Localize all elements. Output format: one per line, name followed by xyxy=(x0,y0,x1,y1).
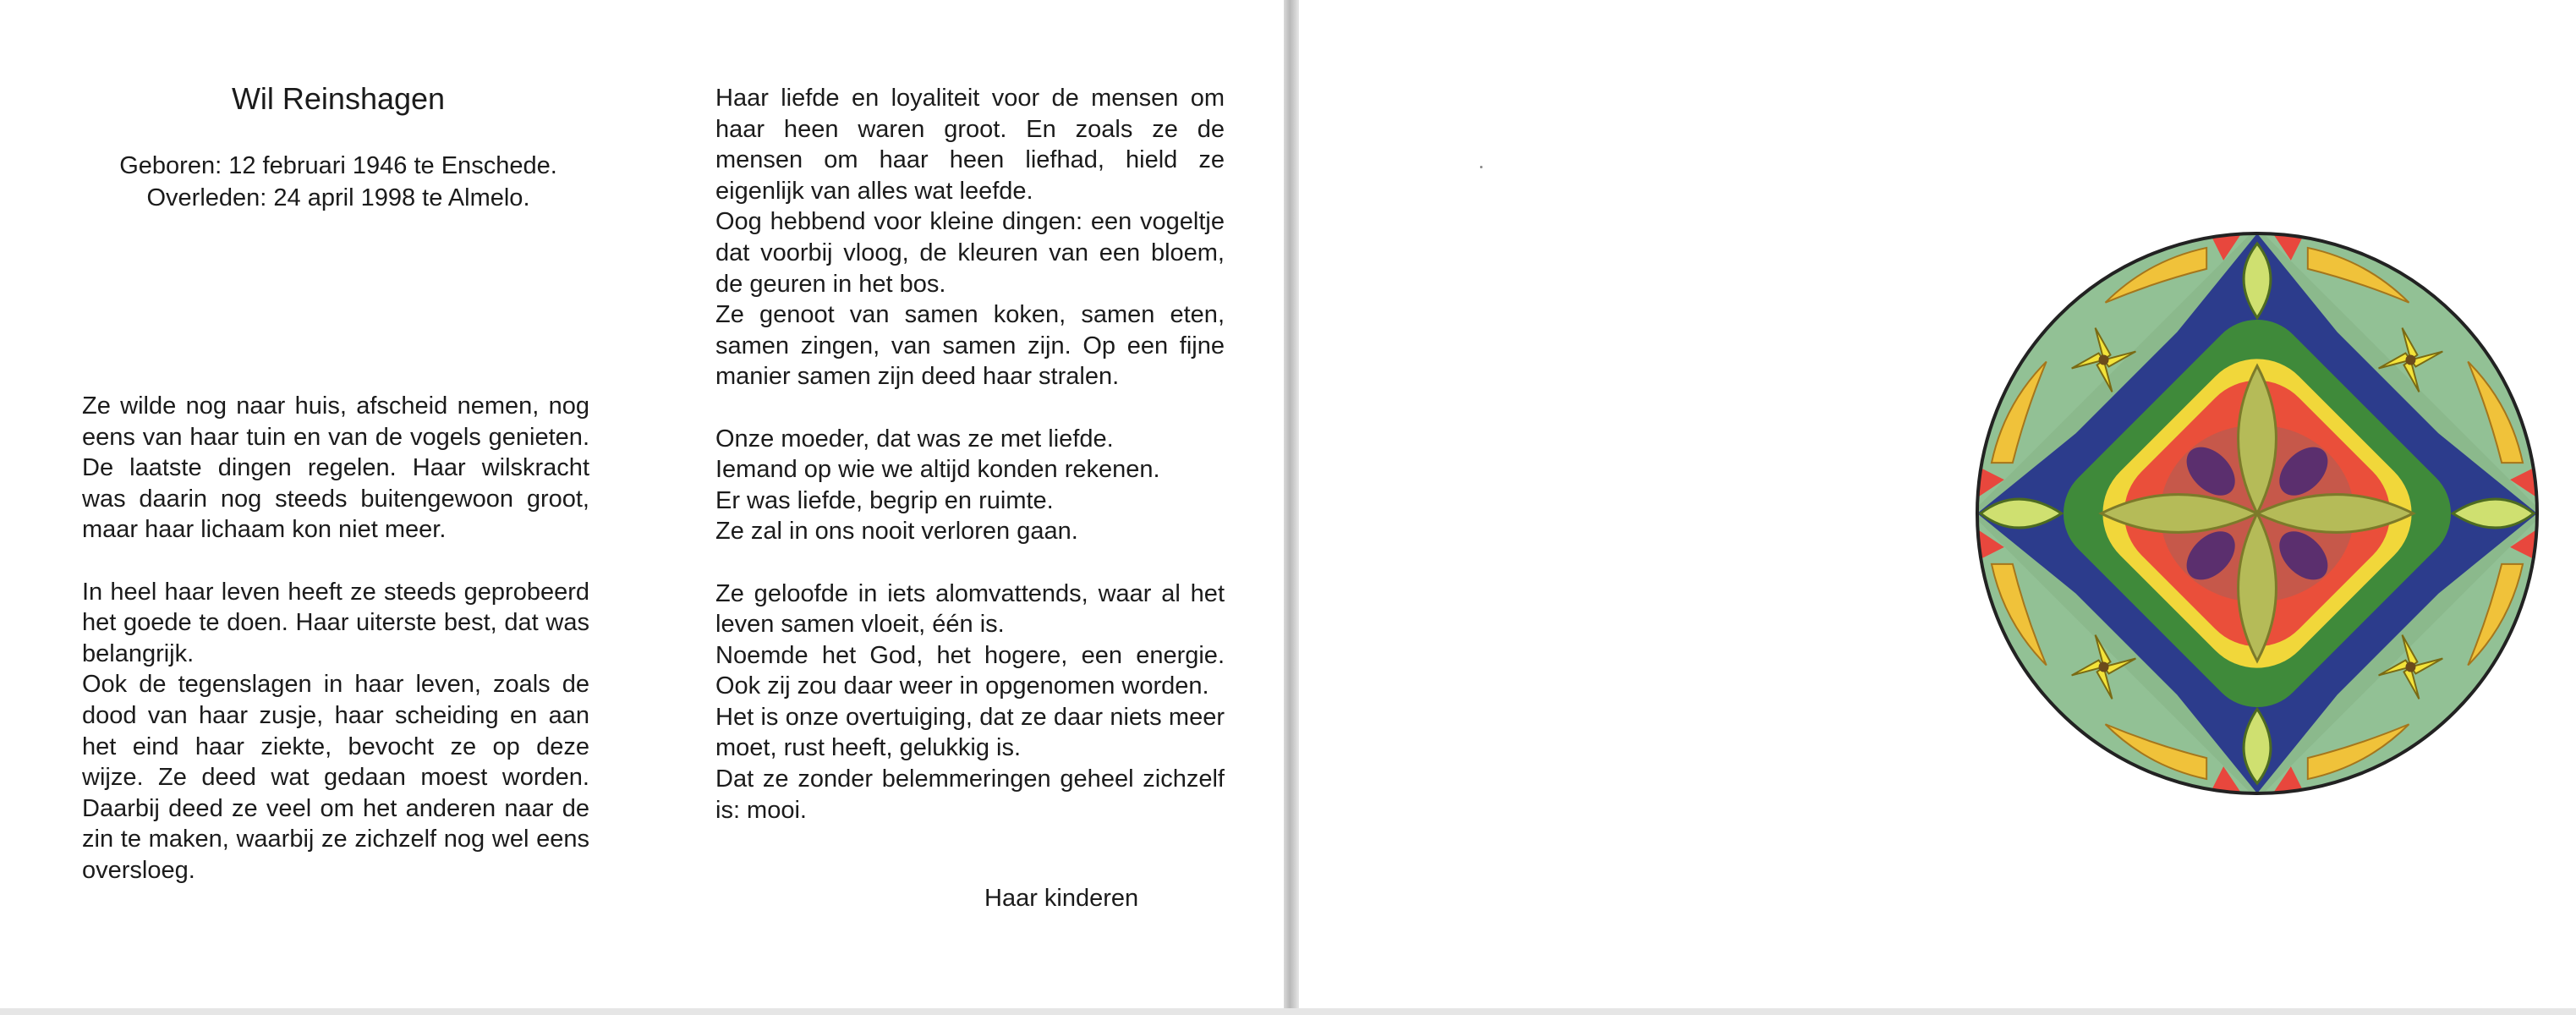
birth-line: Geboren: 12 februari 1946 te Enschede. xyxy=(119,152,557,179)
paragraph: Er was liefde, begrip en ruimte. xyxy=(715,486,1054,514)
paragraph: Het is onze overtuiging, dat ze daar niets meer moet, rust heeft, gelukkig is. xyxy=(715,703,1225,762)
paragraph: Onze moeder, dat was ze met liefde. xyxy=(715,425,1114,453)
paragraph: Ook de tegenslagen in haar leven, zoals de dood van haar zusje, haar scheiding en aan het eind haar ziekte, bevocht ze op deze wijze. Ze deed wat gedaan moest worden. Daarbij deed ze veel om het anderen naar de zin te maken, waarbij ze zichzelf nog wel eens oversloeg. xyxy=(82,671,589,884)
paragraph: Ze geloofde in iets alomvattends, waar al het leven samen vloeit, één is. xyxy=(715,579,1225,639)
paragraph: Haar liefde en loyaliteit voor de mensen om haar heen waren groot. En zoals ze de mensen om haar heen liefhad, hield ze eigenlijk van alles wat leefde. xyxy=(715,85,1225,205)
scan-edge xyxy=(0,1008,2576,1015)
paragraph: Noemde het God, het hogere, een energie. Ook zij zou daar weer in opgenomen worden. xyxy=(715,641,1225,700)
paragraph: Ze genoot van samen koken, samen eten, samen zingen, van samen zijn. Op een fijne manier samen zijn deed haar stralen. xyxy=(715,301,1225,391)
paper-speck xyxy=(1480,166,1483,168)
deceased-name: Wil Reinshagen xyxy=(231,81,446,116)
mandala-illustration xyxy=(1970,227,2544,800)
paragraph: Dat ze zonder belemmeringen geheel zichzelf is: mooi. xyxy=(715,765,1225,824)
paragraph: Iemand op wie we altijd konden rekenen. xyxy=(715,456,1160,484)
memorial-text-left xyxy=(82,391,589,886)
memorial-text-right xyxy=(715,83,1225,826)
card-fold xyxy=(1284,0,1299,1015)
paragraph: In heel haar leven heeft ze steeds geprobeerd het goede te doen. Haar uiterste best, dat was belangrijk. xyxy=(82,578,589,667)
death-line: Overleden: 24 april 1998 te Almelo. xyxy=(146,184,530,211)
paragraph: Oog hebbend voor kleine dingen: een vogeltje dat voorbij vloog, de kleuren van een bloem, de geuren in het bos. xyxy=(715,208,1225,298)
card-left-page xyxy=(0,0,1284,1008)
signature: Haar kinderen xyxy=(984,885,1139,912)
paragraph: Ze zal in ons nooit verloren gaan. xyxy=(715,518,1078,546)
paragraph: Ze wilde nog naar huis, afscheid nemen, nog eens van haar tuin en van de vogels genieten. De laatste dingen regelen. Haar wilskracht was daarin nog steeds buitengewoon groot, maar haar lichaam kon niet meer. xyxy=(82,392,589,544)
